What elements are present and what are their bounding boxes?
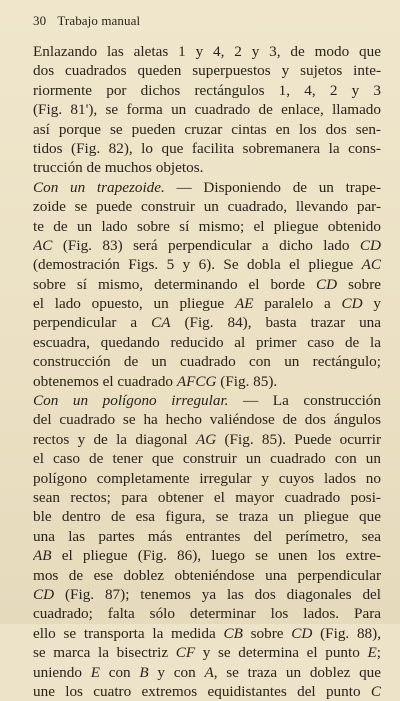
text-line: sobre sí mismo, determinando el borde CD sobre: [33, 275, 381, 293]
page-body-text: [33, 42, 381, 701]
text-line: une los cuatro extremos equidistantes del punto C: [33, 682, 381, 700]
text-line: tidos (Fig. 82), lo que facilita sobremanera la cons-: [33, 139, 381, 157]
text-line: riormente por dichos rectángulos 1, 4, 2 y 3: [33, 81, 381, 99]
running-title: Trabajo manual: [57, 13, 141, 28]
text-line: ble dentro de esa figura, se traza un pliegue que: [33, 508, 381, 526]
running-header: [33, 13, 140, 29]
text-line: zoide se puede construir un cuadrado, llevando par-: [33, 198, 381, 216]
text-line: del cuadrado se ha hecho valiéndose de dos ángulos: [33, 411, 381, 429]
text-line: AB el pliegue (Fig. 86), luego se unen los extre-: [33, 547, 381, 565]
text-line: cuadrado; falta sólo determinar los lados. Para: [33, 605, 381, 623]
text-line: (demostración Figs. 5 y 6). Se dobla el pliegue AC: [33, 256, 381, 274]
text-line: dos cuadrados queden superpuestos y sujetos inte-: [33, 62, 381, 80]
text-line: perpendicular a CA (Fig. 84), basta trazar una: [33, 314, 381, 332]
text-line: así porque se pueden cruzar cintas en los dos sen-: [33, 120, 381, 138]
text-line: mos de ese doblez obteniéndose una perpendicular: [33, 566, 381, 584]
text-line: Con un trapezoide. — Disponiendo de un trape-: [33, 178, 381, 196]
text-line: Enlazando las aletas 1 y 4, 2 y 3, de modo que: [33, 43, 381, 60]
text-line: una las partes más entrantes del perímetro, sea: [33, 527, 381, 545]
text-line: el caso de tener que construir un cuadrado con un: [33, 450, 381, 468]
text-line: te de un lado sobre sí mismo; el pliegue obtenido: [33, 217, 381, 235]
text-line: uniendo E con B y con A, se traza un doblez que: [33, 663, 381, 681]
text-line: (Fig. 81'), se forma un cuadrado de enlace, llamado: [33, 101, 381, 119]
text-line: rectos y de la diagonal AG (Fig. 85). Puede ocurrir: [33, 430, 381, 448]
text-line: escuadra, quedando reducido al primer caso de la: [33, 333, 381, 351]
text-line: sean rectos; para obtener el mayor cuadrado posi-: [33, 488, 381, 506]
page-number: 30: [33, 13, 47, 28]
text-line: se marca la bisectriz CF y se determina el punto E;: [33, 644, 381, 662]
text-line: AC (Fig. 83) será perpendicular a dicho lado CD: [33, 236, 381, 254]
text-line: trucción de muchos objetos.: [33, 159, 204, 177]
text-line: construcción de un cuadrado con un rectángulo;: [33, 353, 381, 371]
text-line: obtenemos el cuadrado AFCG (Fig. 85).: [33, 372, 278, 390]
text-line: Con un polígono irregular. — La construcción: [33, 392, 381, 410]
text-line: polígono completamente irregular y cuyos lados no: [33, 469, 381, 487]
text-line: CD (Fig. 87); tenemos ya las dos diagonales del: [33, 585, 381, 603]
text-line: ello se transporta la medida CB sobre CD (Fig. 88),: [33, 624, 381, 642]
text-line: el lado opuesto, un pliegue AE paralelo a CD y: [33, 295, 381, 313]
